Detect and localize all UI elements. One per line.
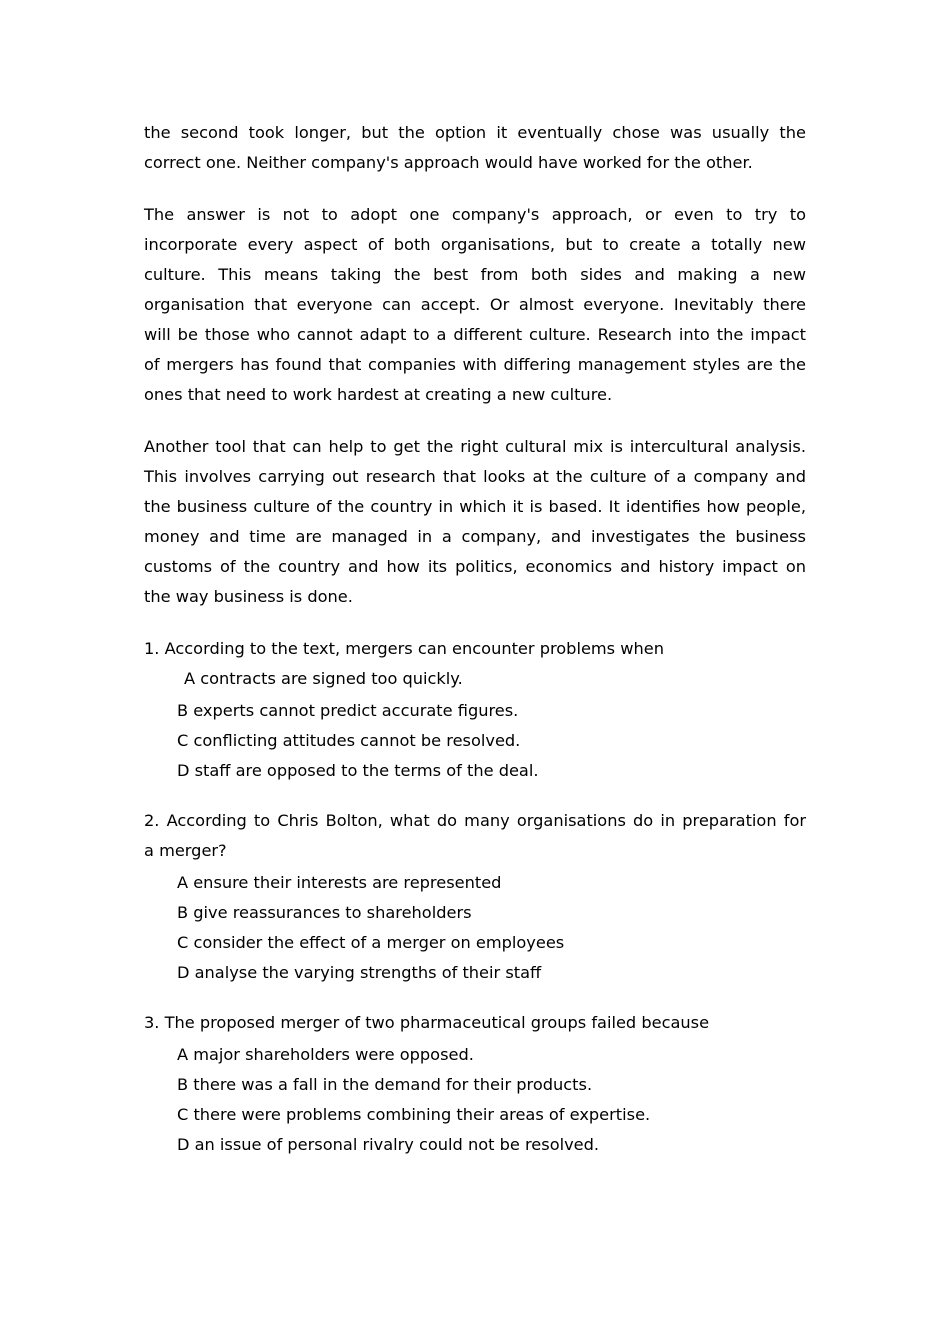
paragraph-line: customs of the country and how its politics, economics and history impact on — [144, 557, 806, 576]
answer-option-b: B give reassurances to shareholders — [177, 903, 472, 922]
answer-option-c: C there were problems combining their areas of expertise. — [177, 1105, 651, 1124]
answer-option-a: A ensure their interests are represented — [177, 873, 502, 892]
answer-option-a: A major shareholders were opposed. — [177, 1045, 474, 1064]
question-stem: a merger? — [144, 841, 227, 860]
paragraph-line: The answer is not to adopt one company's approach, or even to try to — [144, 205, 806, 224]
paragraph-line: money and time are managed in a company, and investigates the business — [144, 527, 806, 546]
paragraph-line: the second took longer, but the option it eventually chose was usually the — [144, 123, 806, 142]
paragraph-line: culture. This means taking the best from both sides and making a new — [144, 265, 806, 284]
paragraph-line: Another tool that can help to get the right cultural mix is intercultural analysis. — [144, 437, 806, 456]
answer-option-d: D staff are opposed to the terms of the deal. — [177, 761, 539, 780]
answer-option-d: D analyse the varying strengths of their staff — [177, 963, 542, 982]
paragraph-line: ones that need to work hardest at creating a new culture. — [144, 385, 613, 404]
paragraph-line: organisation that everyone can accept. Or almost everyone. Inevitably there — [144, 295, 806, 314]
paragraph-line: will be those who cannot adapt to a different culture. Research into the impact — [144, 325, 806, 344]
answer-option-c: C conflicting attitudes cannot be resolved. — [177, 731, 521, 750]
question-stem: 3. The proposed merger of two pharmaceutical groups failed because — [144, 1013, 710, 1032]
paragraph-line: of mergers has found that companies with differing management styles are the — [144, 355, 806, 374]
answer-option-d: D an issue of personal rivalry could not be resolved. — [177, 1135, 600, 1154]
paragraph-line: correct one. Neither company's approach would have worked for the other. — [144, 153, 753, 172]
answer-option-b: B experts cannot predict accurate figures. — [177, 701, 519, 720]
paragraph-line: the business culture of the country in which it is based. It identifies how people, — [144, 497, 806, 516]
paragraph-line: the way business is done. — [144, 587, 353, 606]
question-stem: 2. According to Chris Bolton, what do many organisations do in preparation for — [144, 811, 806, 830]
paragraph-line: incorporate every aspect of both organisations, but to create a totally new — [144, 235, 806, 254]
paragraph-line: This involves carrying out research that looks at the culture of a company and — [144, 467, 806, 486]
question-stem: 1. According to the text, mergers can encounter problems when — [144, 639, 664, 658]
answer-option-a: A contracts are signed too quickly. — [184, 669, 463, 688]
answer-option-c: C consider the effect of a merger on employees — [177, 933, 565, 952]
answer-option-b: B there was a fall in the demand for their products. — [177, 1075, 593, 1094]
